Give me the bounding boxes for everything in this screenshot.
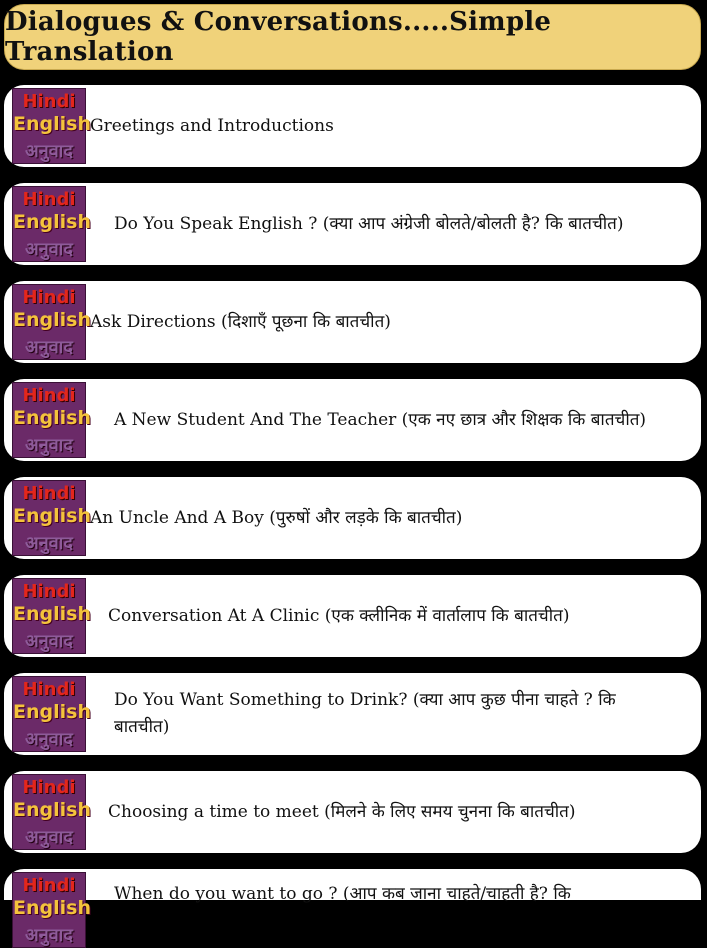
hindi-english-logo: Hindi English अनुवाद (12, 88, 86, 164)
list-item-label: When do you want to go ? (आप कब जाना चाहते/चाहती है? कि (114, 884, 571, 904)
hindi-english-logo: Hindi English अनुवाद (12, 774, 86, 850)
list-item[interactable] (4, 183, 701, 265)
list-item[interactable] (4, 575, 701, 657)
list-item[interactable] (4, 281, 701, 363)
list-item[interactable] (4, 477, 701, 559)
hindi-english-logo: Hindi English अनुवाद (12, 872, 86, 948)
list-item[interactable] (4, 379, 701, 461)
list-item[interactable] (4, 85, 701, 167)
list-item-label: A New Student And The Teacher (एक नए छात्र और शिक्षक कि बातचीत) (114, 409, 647, 430)
hindi-english-logo: Hindi English अनुवाद (12, 284, 86, 360)
list-item[interactable] (4, 673, 701, 755)
list-item-label: Ask Directions (दिशाएँ पूछना कि बातचीत) (90, 311, 391, 332)
list-item-label: Greetings and Introductions (90, 115, 334, 136)
hindi-english-logo: Hindi English अनुवाद (12, 382, 86, 458)
list-item-label: Do You Speak English ? (क्या आप अंग्रेजी बोलते/बोलती है? कि बातचीत) (114, 213, 624, 234)
hindi-english-logo: Hindi English अनुवाद (12, 676, 86, 752)
list-item-label: An Uncle And A Boy (पुरुषों और लड़के कि बातचीत) (90, 507, 463, 528)
list-item[interactable] (4, 869, 701, 946)
header-title: Dialogues & Conversations.....Simple Translation (5, 7, 552, 67)
list-item[interactable] (4, 771, 701, 853)
hindi-english-logo: Hindi English अनुवाद (12, 480, 86, 556)
list-item-label: Do You Want Something to Drink? (क्या आप कुछ पीना चाहते ? कि बातचीत) (114, 690, 616, 737)
list-item-label: Conversation At A Clinic (एक क्लीनिक में वार्तालाप कि बातचीत) (108, 605, 570, 626)
list-item-label: Choosing a time to meet (मिलने के लिए समय चुनना कि बातचीत) (108, 801, 576, 822)
hindi-english-logo: Hindi English अनुवाद (12, 578, 86, 654)
hindi-english-logo: Hindi English अनुवाद (12, 186, 86, 262)
